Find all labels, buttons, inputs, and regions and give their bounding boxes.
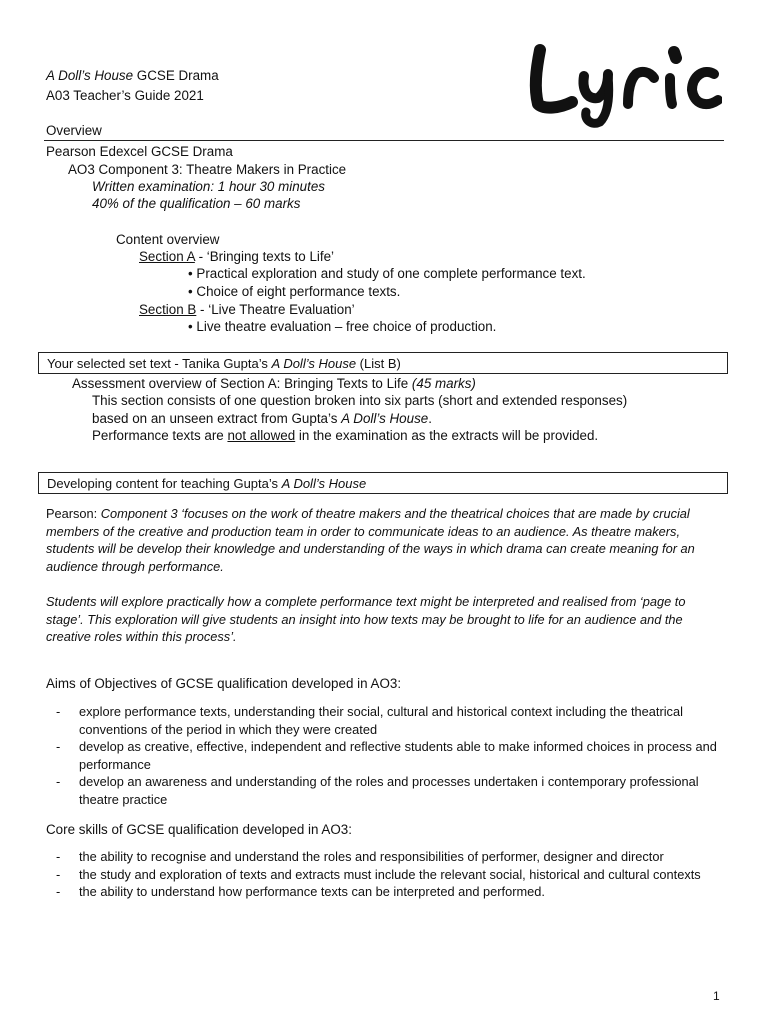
skills-heading: Core skills of GCSE qualification developed in AO3: <box>46 822 352 837</box>
pearson-quote-1: Pearson: Component 3 ‘focuses on the work of theatre makers and the theatrical choices that are made by crucial members of the creative and production team in order to communicate ideas to an audience. As theatre makers, students will be develop their knowledge and understanding of the ways in which drama can create meaning for an audience through performance. <box>46 506 695 574</box>
section-a-bullet-1: • Practical exploration and study of one complete performance text. <box>188 266 586 281</box>
set-text-label: Your selected set text - Tanika Gupta’s A Doll’s House (List B) <box>47 356 401 371</box>
developing-content-label: Developing content for teaching Gupta’s A Doll’s House <box>47 476 367 491</box>
assessment-line-3: Performance texts are not allowed in the examination as the extracts will be provided. <box>92 428 599 443</box>
list-item: - develop as creative, effective, independent and reflective students able to make informed choices in process and performance <box>56 739 717 772</box>
aims-heading: Aims of Objectives of GCSE qualification developed in AO3: <box>46 676 402 691</box>
list-item: - the ability to understand how performance texts can be interpreted and performed. <box>56 884 545 899</box>
list-item: - the ability to recognise and understand the roles and responsibilities of performer, designer and director <box>56 849 664 864</box>
assessment-overview: Assessment overview of Section A: Bringing Texts to Life (45 marks) <box>72 376 476 391</box>
list-item: - develop an awareness and understanding of the roles and processes undertaken i contemporary professional theatre practice <box>56 774 699 807</box>
section-b-line: Section B - ‘Live Theatre Evaluation’ <box>139 302 355 317</box>
developing-content-box <box>38 472 728 494</box>
content-overview-heading: Content overview <box>116 232 220 247</box>
assessment-line-2: based on an unseen extract from Gupta’s A Doll’s House. <box>92 411 432 426</box>
exam-duration: Written examination: 1 hour 30 minutes <box>92 179 325 194</box>
component-title: AO3 Component 3: Theatre Makers in Practice <box>68 162 347 177</box>
document-subtitle: A03 Teacher’s Guide 2021 <box>46 88 204 103</box>
assessment-line-1: This section consists of one question broken into six parts (short and extended responses) <box>92 393 628 408</box>
exam-weight: 40% of the qualification – 60 marks <box>92 196 301 211</box>
pearson-quote-2: Students will explore practically how a complete performance text might be interpreted and realised from ‘page to stage’. This exploration will give students an insight into how texts may be brought to life for an audience and the creative roles within this process’. <box>46 594 686 644</box>
section-a-bullet-2: • Choice of eight performance texts. <box>188 284 401 299</box>
section-a-line: Section A - ‘Bringing texts to Life’ <box>139 249 335 264</box>
aims-list <box>48 703 728 808</box>
skills-list <box>48 848 728 901</box>
page-number: 1 <box>713 989 720 1003</box>
list-item: - the study and exploration of texts and extracts must include the relevant social, historical and cultural contexts <box>56 866 701 882</box>
section-b-bullet: • Live theatre evaluation – free choice of production. <box>188 319 497 334</box>
lyric-logo <box>526 40 722 128</box>
overview-heading: Overview <box>46 123 102 138</box>
exam-board: Pearson Edexcel GCSE Drama <box>46 144 233 159</box>
set-text-box <box>38 352 728 374</box>
list-item: - explore performance texts, understanding their social, cultural and historical context including the theatrical conventions of the period in which they were created <box>56 704 683 737</box>
document-title: A Doll’s House GCSE Drama <box>46 68 219 83</box>
overview-divider <box>44 140 724 141</box>
